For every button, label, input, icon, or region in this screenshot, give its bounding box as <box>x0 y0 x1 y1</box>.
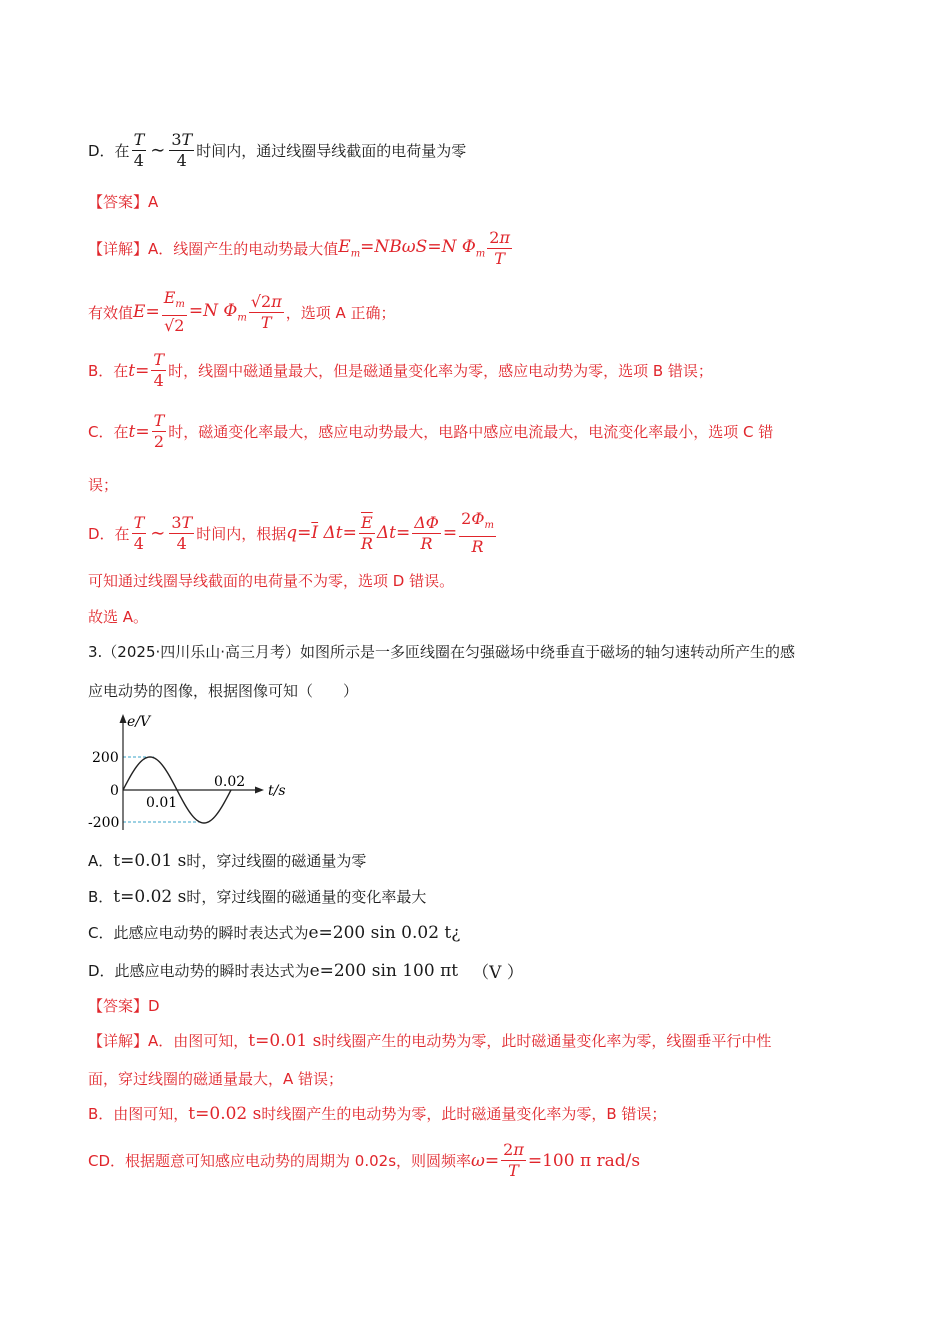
detail-1-choose: 故选 A。 <box>88 608 149 626</box>
detail-1-c: C．在 t= $\frac{T}{2}$ 时，磁通变化率最大，感应电动势最大，电路中感应电流最大，电流变化率最小，选项 C 错 <box>88 411 774 451</box>
detail-1-effective: 有效值 E= $\frac{E_m}{√2}$ =N $\Phi_m$ $\frac{√2\pi}{T}$ ，选项 A 正确； <box>88 288 396 336</box>
fraction-3t-over-4: $\frac{3T}{4}$ <box>171 130 193 170</box>
option-d-text: 时间内，通过线圈导线截面的电荷量为零 <box>196 142 467 160</box>
answer-3: 【答案】D <box>88 997 160 1015</box>
x-axis-label: t/s <box>268 783 286 799</box>
question-3-stem-line1: 3.（2025·四川乐山·高三月考）如图所示是一多匝线圈在匀强磁场中绕垂直于磁场的轴匀速转动所产生的感 <box>88 643 796 661</box>
fraction-2pi-over-t: $\frac{2\pi}{T}$ <box>489 228 510 268</box>
x-tick-001: 0.01 <box>146 795 178 811</box>
detail-3-cd: CD．根据题意可知感应电动势的周期为 0.02s，则圆频率 ω= $\frac{2\pi}{T}$ =100 π rad/s <box>88 1140 641 1180</box>
y-tick-200: 200 <box>92 750 119 766</box>
fraction-t-over-4: $\frac{T}{4}$ <box>133 130 145 170</box>
detail-1-d: D．在 $\frac{T}{4}$ ∼ $\frac{3T}{4}$ 时间内，根据 $q=\overline{I}$ Δt= $\frac{\overline{E}}{R}$ Δt= $\frac{\Delta\Phi}{R}$ = $\frac{2\Phi_m}{R}$ <box>88 509 494 557</box>
detail-3-a-cont: 面，穿过线圈的磁通量最大，A 错误； <box>88 1070 344 1088</box>
emf-sine-graph <box>86 712 296 837</box>
answer-1: 【答案】A <box>88 193 159 211</box>
option-a: A． t=0.01 s 时，穿过线圈的磁通量为零 <box>88 850 367 871</box>
detail-3-a: 【详解】A．由图可知， t=0.01 s 时线圈产生的电动势为零，此时磁通量变化率为零，线圈垂平行中性 <box>88 1030 772 1051</box>
detail-1-b: B．在 t= $\frac{T}{4}$ 时，线圈中磁通量最大，但是磁通量变化率为零，感应电动势为零，选项 B 错误； <box>88 350 713 390</box>
emf-max-formula: $E_m=NB\omega S=N$ $\Phi_m$ <box>338 237 486 260</box>
option-d: D．此感应电动势的瞬时表达式为 e=200 sin 100 πt （V ） <box>88 960 524 983</box>
fraction-root2pi-over-t: $\frac{√2\pi}{T}$ <box>250 291 282 332</box>
x-axis-arrow <box>255 787 264 794</box>
x-tick-002: 0.02 <box>214 774 246 790</box>
effective-e-symbol: E= <box>133 302 160 323</box>
option-c: C．此感应电动势的瞬时表达式为 e=200 sin 0.02 t¿ <box>88 922 461 943</box>
y-tick-0: 0 <box>110 783 119 799</box>
y-axis-label: e/V <box>127 714 151 730</box>
effective-n-phi: =N $\Phi_m$ <box>188 300 247 324</box>
detail-1-c-cont: 误； <box>88 476 119 494</box>
question-3-stem-line2: 应电动势的图像，根据图像可知（ ） <box>88 682 359 700</box>
detail-1-conclusion: 可知通过线圈导线截面的电荷量不为零，选项 D 错误。 <box>88 572 455 590</box>
detail-3-b: B．由图可知， t=0.02 s 时线圈产生的电动势为零，此时磁通量变化率为零，B 错误； <box>88 1103 667 1124</box>
option-b: B． t=0.02 s 时，穿过线圈的磁通量的变化率最大 <box>88 886 427 907</box>
fraction-2pi-over-t-omega: $\frac{2\pi}{T}$ <box>503 1140 524 1180</box>
detail-1-a: 【详解】A．线圈产生的电动势最大值 $E_m=NB\omega S=N$ $\Phi_m$ $\frac{2\pi}{T}$ <box>88 228 510 268</box>
charge-formula: $q=\overline{I}$ Δt= <box>286 523 357 544</box>
fraction-em-over-root2: $\frac{E_m}{√2}$ <box>163 288 185 336</box>
y-axis-arrow <box>120 714 127 723</box>
prev-option-d: D．在 $\frac{T}{4}$ ∼ $\frac{3T}{4}$ 时间内，通过线圈导线截面的电荷量为零 <box>88 130 467 170</box>
option-d-label: D．在 <box>88 142 130 160</box>
y-tick-neg200: -200 <box>88 815 120 831</box>
